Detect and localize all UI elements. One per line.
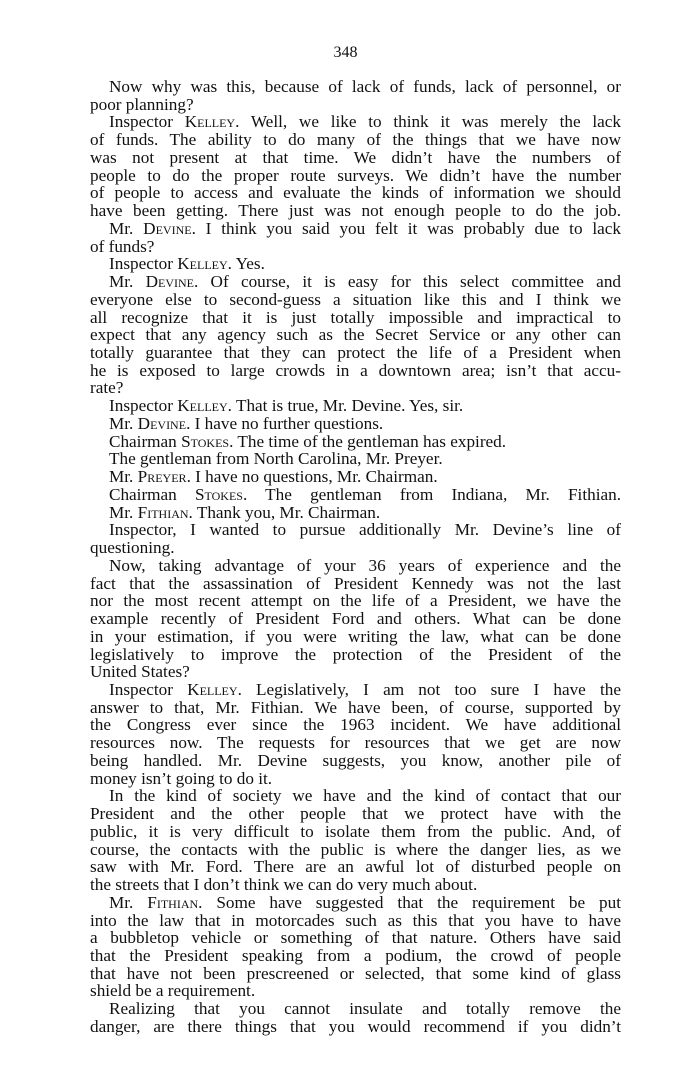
line-text: he is exposed to large crowds in a downtown area; isn’t that accu- (90, 360, 621, 380)
line-text: was not present at that time. We didn’t have the numbers of (90, 147, 621, 167)
text-line (90, 557, 621, 575)
line-text: . Thank you, Mr. Chairman. (188, 502, 381, 522)
line-text: . Yes. (227, 254, 265, 274)
text-line (90, 858, 621, 876)
text-line (90, 894, 621, 912)
line-text: example recently of President Ford and others. What can be done (90, 609, 621, 629)
line-text: the Congress ever since the 1963 incident. We have additional (90, 715, 621, 735)
speaker-name: Devine (137, 413, 187, 433)
line-text: expect that any agency such as the Secret Service or any other can (90, 325, 621, 345)
speaker-name: Kelley (187, 679, 238, 699)
line-text: course, the contacts with the public is where the danger lies, as we (90, 839, 621, 859)
text-line (90, 433, 621, 451)
line-text: that have not been prescreened or selected, that some kind of glass (90, 963, 621, 983)
line-text: saw with Mr. Ford. There are an awful lot of disturbed people on (90, 857, 621, 877)
text-line (90, 415, 621, 433)
text-line (90, 982, 621, 1000)
text-line (90, 787, 621, 805)
line-text: the streets that I don’t think we can do very much about. (90, 875, 478, 895)
line-text: resources now. The requests for resources that we get are now (90, 733, 621, 753)
text-line (90, 663, 621, 681)
text-line (90, 113, 621, 131)
speaker-title: Mr. (109, 467, 138, 487)
line-text: that the President speaking from a podium, the crowd of people (90, 945, 621, 965)
line-text: . I have no further questions. (186, 413, 384, 433)
speaker-title: Inspector (109, 396, 178, 416)
text-line (90, 202, 621, 220)
text-line (90, 78, 621, 96)
line-text: Realizing that you cannot insulate and totally remove the (109, 999, 621, 1019)
text-line (90, 96, 621, 114)
text-line (90, 131, 621, 149)
line-text: . Some have suggested that the requirement be put (198, 892, 622, 912)
text-line (90, 486, 621, 504)
speaker-name: Devine (143, 218, 192, 238)
line-text: The gentleman from North Carolina, Mr. Preyer. (109, 449, 443, 469)
text-line (90, 1018, 621, 1036)
text-line (90, 362, 621, 380)
text-line (90, 468, 621, 486)
line-text: United States? (90, 662, 190, 682)
line-text: questioning. (90, 538, 175, 558)
line-text: . That is true, Mr. Devine. Yes, sir. (227, 396, 464, 416)
text-line (90, 1000, 621, 1018)
text-line (90, 575, 621, 593)
text-line (90, 592, 621, 610)
speaker-title: Inspector (109, 679, 188, 699)
text-line (90, 273, 621, 291)
speaker-title: Chairman (109, 431, 182, 451)
line-text: . I think you said you felt it was probably due to lack (191, 218, 621, 238)
line-text: . Well, we like to think it was merely the lack (235, 112, 621, 132)
text-line (90, 309, 621, 327)
speaker-name: Kelley (177, 254, 228, 274)
line-text: . The time of the gentleman has expired. (229, 431, 507, 451)
line-text: . Of course, it is easy for this select committee and (194, 272, 622, 292)
speaker-title: Mr. (109, 218, 144, 238)
text-line (90, 681, 621, 699)
speaker-title: Chairman (109, 484, 195, 504)
line-text: being handled. Mr. Devine suggests, you know, another pile of (90, 750, 621, 770)
text-line (90, 167, 621, 185)
text-line (90, 823, 621, 841)
text-line (90, 716, 621, 734)
text-line (90, 628, 621, 646)
text-line (90, 291, 621, 309)
text-line (90, 929, 621, 947)
text-line (90, 699, 621, 717)
text-line (90, 450, 621, 468)
line-text: money isn’t going to do it. (90, 768, 273, 788)
speaker-name: Devine (145, 272, 195, 292)
speaker-name: Kelley (184, 112, 236, 132)
text-line (90, 805, 621, 823)
line-text: totally guarantee that they can protect the life of a President when (90, 343, 621, 363)
text-line (90, 184, 621, 202)
line-text: in your estimation, if you were writing the law, what can be done (90, 626, 621, 646)
line-text: poor planning? (90, 94, 194, 114)
line-text: Inspector, I wanted to pursue additionally Mr. Devine’s line of (109, 520, 621, 540)
line-text: a bubbletop vehicle or something of that nature. Others have said (90, 928, 621, 948)
speaker-title: Mr. (109, 892, 148, 912)
speaker-name: Fithian (147, 892, 199, 912)
line-text: into the law that in motorcades such as this that you have to have (90, 910, 621, 930)
line-text: rate? (90, 378, 124, 398)
line-text: . Legislatively, I am not too sure I have the (237, 679, 622, 699)
line-text: . The gentleman from Indiana, Mr. Fithian. (242, 484, 621, 504)
line-text: people to do the proper route surveys. We didn’t have the number (90, 165, 621, 185)
speaker-title: Inspector (109, 254, 178, 274)
text-line (90, 770, 621, 788)
text-line (90, 965, 621, 983)
line-text: have been getting. There just was not enough people to do the job. (90, 201, 621, 221)
text-line (90, 947, 621, 965)
line-text: shield be a requirement. (90, 981, 256, 1001)
text-line (90, 397, 621, 415)
line-text: of funds? (90, 236, 155, 256)
speaker-name: Fithian (137, 502, 189, 522)
text-line (90, 220, 621, 238)
speaker-title: Mr. (109, 413, 138, 433)
line-text: President and the other people that we protect have with the (90, 804, 621, 824)
text-line (90, 504, 621, 522)
speaker-name: Preyer (137, 467, 187, 487)
text-line (90, 841, 621, 859)
line-text: everyone else to second-guess a situation like this and I think we (90, 289, 621, 309)
text-line (90, 255, 621, 273)
line-text: legislatively to improve the protection of the President of the (90, 644, 621, 664)
line-text: In the kind of society we have and the kind of contact that our (109, 786, 621, 806)
line-text: of funds. The ability to do many of the things that we have now (90, 130, 621, 150)
speaker-title: Mr. (109, 272, 146, 292)
line-text: danger, are there things that you would recommend if you didn’t (90, 1016, 621, 1036)
line-text: fact that the assassination of President Kennedy was not the last (90, 573, 621, 593)
text-line (90, 912, 621, 930)
text-line (90, 326, 621, 344)
line-text: Now, taking advantage of your 36 years of experience and the (109, 555, 621, 575)
line-text: answer to that, Mr. Fithian. We have been, of course, supported by (90, 697, 621, 717)
line-text: Now why was this, because of lack of funds, lack of personnel, or (109, 77, 621, 96)
line-text: of people to access and evaluate the kinds of information we should (90, 183, 621, 203)
speaker-name: Stokes (181, 431, 230, 451)
speaker-title: Mr. (109, 502, 138, 522)
speaker-name: Stokes (194, 484, 243, 504)
line-text: . I have no questions, Mr. Chairman. (186, 467, 438, 487)
text-line (90, 646, 621, 664)
line-text: nor the most recent attempt on the life of a President, we have the (90, 591, 621, 611)
text-line (90, 539, 621, 557)
text-line (90, 379, 621, 397)
speaker-title: Inspector (109, 112, 185, 132)
text-line (90, 610, 621, 628)
text-line (90, 238, 621, 256)
text-line (90, 734, 621, 752)
page-number: 348 (333, 44, 358, 61)
speaker-name: Kelley (177, 396, 228, 416)
text-line (90, 149, 621, 167)
text-line (90, 344, 621, 362)
text-line (90, 521, 621, 539)
document-body (90, 78, 621, 1036)
line-text: all recognize that it is just totally impossible and impractical to (90, 307, 621, 327)
line-text: public, it is very difficult to isolate them from the public. And, of (90, 821, 621, 841)
text-line (90, 752, 621, 770)
text-line (90, 876, 621, 894)
